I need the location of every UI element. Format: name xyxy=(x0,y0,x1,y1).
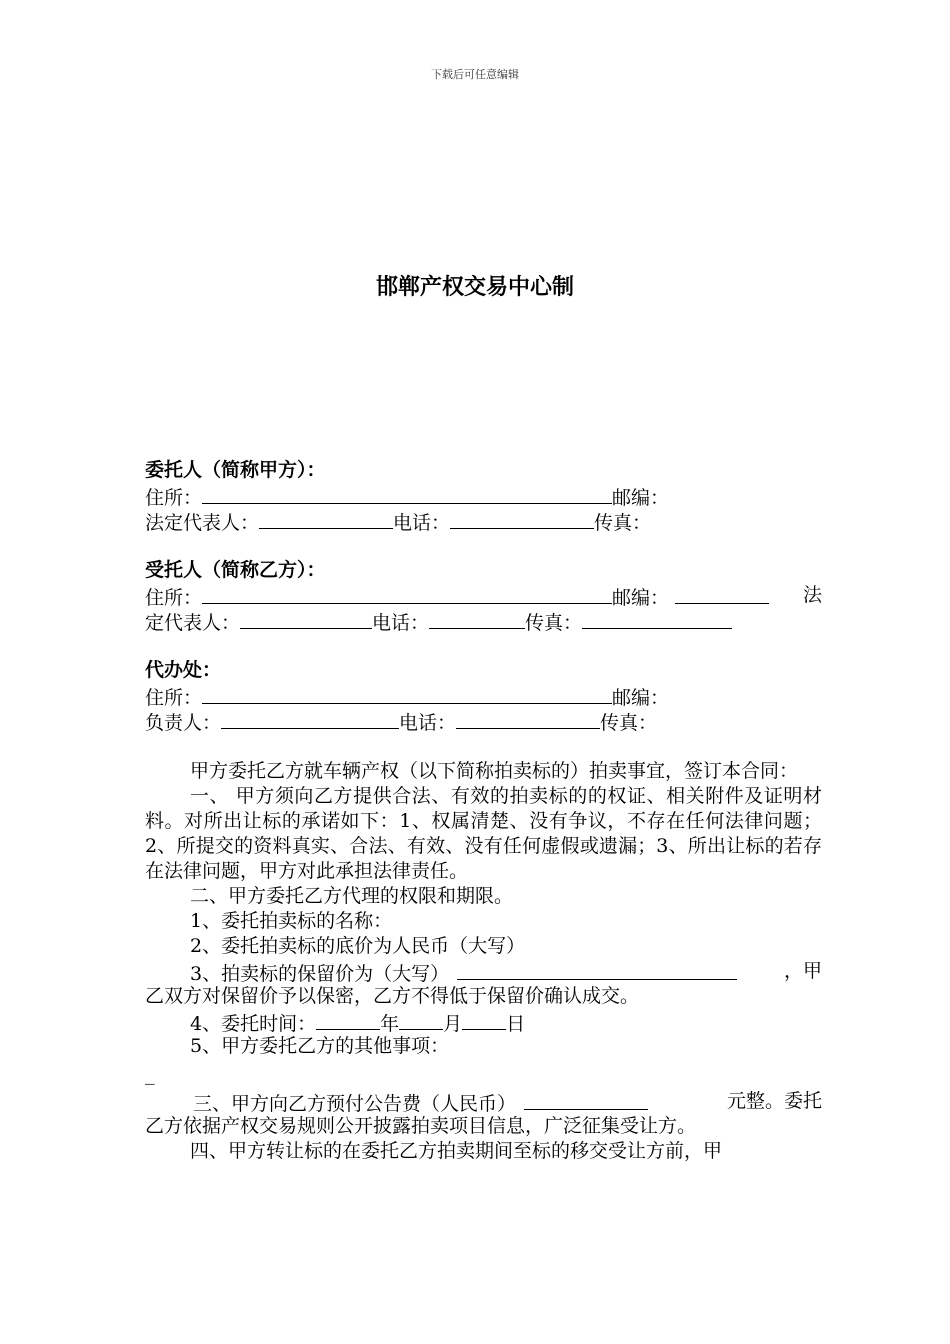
address-label: 住所： xyxy=(145,687,203,709)
party-a-rep-row xyxy=(145,508,822,533)
item-3-tail: ，甲 xyxy=(783,960,822,982)
month-label: 月 xyxy=(443,1013,463,1035)
fax-blank[interactable] xyxy=(582,608,732,629)
year-label: 年 xyxy=(380,1013,400,1035)
intro-paragraph: 甲方委托乙方就车辆产权（以下简称拍卖标的）拍卖事宜，签订本合同： xyxy=(190,760,799,782)
clause-4: 四、甲方转让标的在委托乙方拍卖期间至标的移交受让方前，甲 xyxy=(190,1140,723,1162)
zip-label: 邮编： xyxy=(612,487,670,509)
fax-label: 传真： xyxy=(525,612,583,634)
agency-address-row xyxy=(145,683,822,708)
party-b-address-row xyxy=(145,583,822,608)
phone-blank[interactable] xyxy=(456,708,600,729)
fee-blank[interactable] xyxy=(524,1089,648,1110)
clause-3-text: 三、甲方向乙方预付公告费（人民币） xyxy=(193,1093,517,1115)
item-3 xyxy=(145,959,822,984)
reserve-price-blank[interactable] xyxy=(457,959,737,980)
month-blank[interactable] xyxy=(399,1009,443,1030)
address-blank[interactable] xyxy=(202,583,612,604)
item-3-continued: 乙双方对保留价予以保密，乙方不得低于保留价确认成交。 xyxy=(145,985,640,1007)
page-header: 下载后可任意编辑 xyxy=(431,68,519,81)
fax-label: 传真： xyxy=(600,712,658,734)
phone-blank[interactable] xyxy=(429,608,525,629)
rep-blank[interactable] xyxy=(259,508,393,529)
phone-label: 电话： xyxy=(393,512,451,534)
item-4 xyxy=(145,1009,822,1034)
party-b-rep-row xyxy=(145,608,822,633)
item-5: 5、甲方委托乙方的其他事项： xyxy=(190,1035,450,1057)
rep-label: 定代表人： xyxy=(145,612,241,634)
fax-label: 传真： xyxy=(594,512,652,534)
head-blank[interactable] xyxy=(221,708,399,729)
party-a-address-row xyxy=(145,483,822,508)
zip-label: 邮编： xyxy=(612,687,670,709)
address-blank[interactable] xyxy=(202,483,612,504)
zip-label: 邮编： xyxy=(612,587,670,609)
clause-1: 一、 甲方须向乙方提供合法、有效的拍卖标的的权证、相关附件及证明材料。对所出让标的承诺如下：1、权属清楚、没有争议，不存在任何法律问题；2、所提交的资料真实、合法、有效、没有任何虚假或遗漏；3、所出让标的若存在法律问题，甲方对此承担法律责任。 xyxy=(145,785,822,882)
clause-3-tail: 元整。委托 xyxy=(726,1090,822,1112)
phone-label: 电话： xyxy=(399,712,457,734)
rep-blank[interactable] xyxy=(240,608,372,629)
year-blank[interactable] xyxy=(316,1009,380,1030)
contract-body xyxy=(145,458,822,1164)
day-label: 日 xyxy=(506,1013,526,1035)
party-b-heading: 受托人（简称乙方）： xyxy=(145,559,326,581)
agency-head-row xyxy=(145,708,822,733)
clause-3 xyxy=(145,1089,822,1114)
item-4-label: 4、委托时间： xyxy=(190,1013,317,1035)
party-a-heading: 委托人（简称甲方）： xyxy=(145,459,326,481)
item-3-text: 3、拍卖标的保留价为（大写） xyxy=(190,963,450,985)
phone-label: 电话： xyxy=(372,612,430,634)
clause-2: 二、甲方委托乙方代理的权限和期限。 xyxy=(190,885,514,907)
phone-blank[interactable] xyxy=(450,508,594,529)
item-2: 2、委托拍卖标的底价为人民币（大写） xyxy=(190,935,526,957)
agency-heading: 代办处： xyxy=(145,659,222,681)
address-blank[interactable] xyxy=(202,683,612,704)
zip-blank[interactable] xyxy=(675,583,769,604)
day-blank[interactable] xyxy=(462,1009,506,1030)
address-label: 住所： xyxy=(145,587,203,609)
head-label: 负责人： xyxy=(145,712,222,734)
rep-label-start: 法 xyxy=(802,584,822,606)
stray-mark: _ xyxy=(145,1063,155,1085)
document-title: 邯郸产权交易中心制 xyxy=(375,275,574,300)
rep-label: 法定代表人： xyxy=(145,512,260,534)
address-label: 住所： xyxy=(145,487,203,509)
item-1: 1、委托拍卖标的名称： xyxy=(190,910,393,932)
clause-3-continued: 乙方依据产权交易规则公开披露拍卖项目信息，广泛征集受让方。 xyxy=(145,1115,697,1137)
